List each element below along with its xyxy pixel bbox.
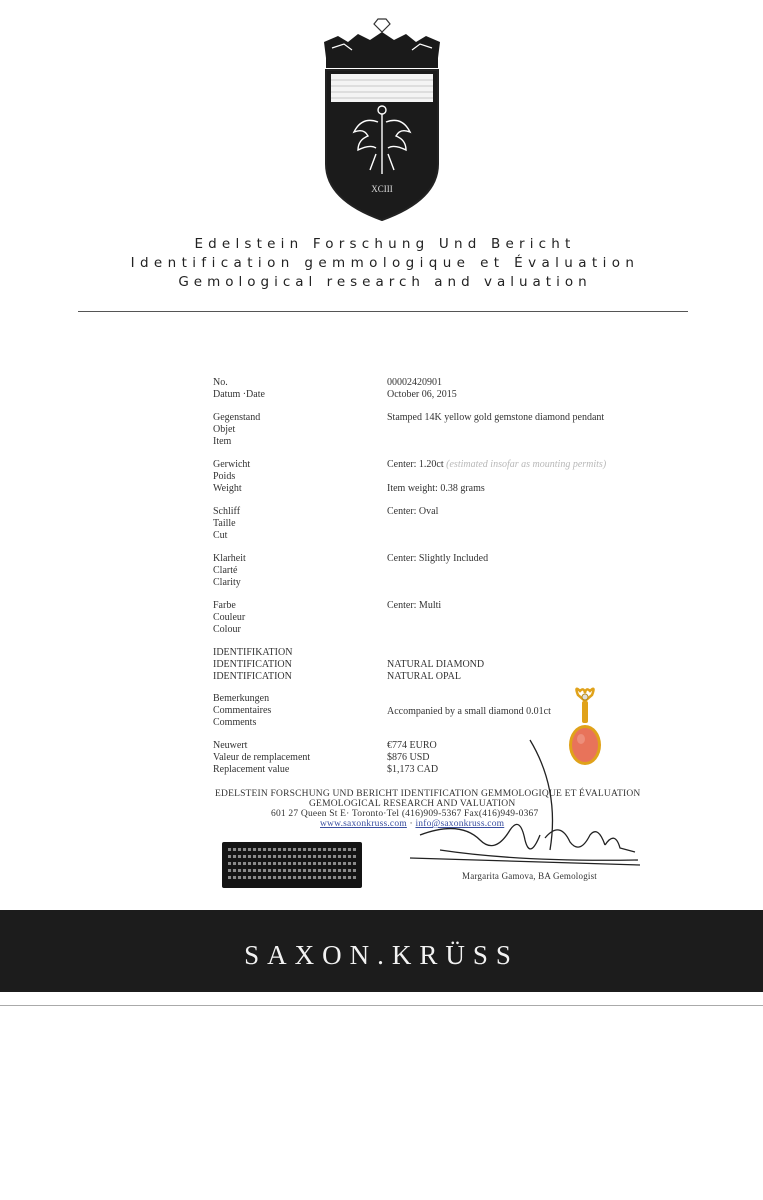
footer-line-2: GEMOLOGICAL RESEARCH AND VALUATION xyxy=(309,799,516,809)
replacement-label-fr: Valeur de remplacement xyxy=(213,752,311,763)
item-value: Stamped 14K yellow gold gemstone diamond pendant xyxy=(387,412,605,423)
page-bottom-divider xyxy=(0,1005,763,1006)
clarity-label-fr: Clarté xyxy=(213,565,238,576)
colour-value: Center: Multi xyxy=(387,600,442,611)
ident-value-opal: NATURAL OPAL xyxy=(387,671,461,682)
date-value: October 06, 2015 xyxy=(387,389,457,400)
date-label: Datum ·Date xyxy=(213,389,265,400)
weight-label-en: Weight xyxy=(213,483,242,494)
weight-value-center xyxy=(387,459,687,471)
clarity-label-de: Klarheit xyxy=(213,553,246,564)
colour-label-de: Farbe xyxy=(213,600,236,611)
report-number-label: No. xyxy=(213,377,228,388)
clarity-label-en: Clarity xyxy=(213,577,241,588)
weight-center-text: Center: 1.20ct xyxy=(387,459,444,470)
ident-label-de: IDENTIFIKATION xyxy=(213,647,293,658)
replacement-label-de: Neuwert xyxy=(213,740,248,751)
cut-label-en: Cut xyxy=(213,530,228,541)
replacement-label-en: Replacement value xyxy=(213,764,290,775)
comments-label-fr: Commentaires xyxy=(213,705,272,716)
ident-label-en: IDENTIFICATION xyxy=(213,671,292,682)
website-link[interactable]: www.saxonkruss.com xyxy=(320,819,407,829)
clarity-value: Center: Slightly Included xyxy=(387,553,489,564)
footer-address: 601 27 Queen St E· Toronto·Tel (416)909-5367 Fax(416)949-0367 xyxy=(271,809,539,819)
signature-icon xyxy=(400,730,650,870)
replacement-value-eur: €774 EURO xyxy=(387,740,437,751)
cut-label-de: Schliff xyxy=(213,506,241,517)
email-link[interactable]: info@saxonkruss.com xyxy=(415,819,505,829)
item-label-fr: Objet xyxy=(213,424,236,435)
weight-value-item: Item weight: 0.38 grams xyxy=(387,483,485,494)
header-german: Edelstein Forschung Und Bericht xyxy=(194,236,576,252)
ident-value-diamond: NATURAL DIAMOND xyxy=(387,659,485,670)
comments-label-de: Bemerkungen xyxy=(213,693,270,704)
replacement-value-usd: $876 USD xyxy=(387,752,430,763)
footer-line-1: EDELSTEIN FORSCHUNG UND BERICHT IDENTIFICATION GEMMOLOGIQUE ET ÉVALUATION xyxy=(215,789,641,799)
header-english: Gemological research and valuation xyxy=(178,274,592,290)
comments-label-en: Comments xyxy=(213,717,257,728)
colour-label-en: Colour xyxy=(213,624,241,635)
brand-logo-text: SAXON.KRÜSS xyxy=(244,940,519,970)
item-label-en: Item xyxy=(213,436,232,447)
footer-links: www.saxonkruss.com · info@saxonkruss.com xyxy=(320,819,505,829)
hologram-seal xyxy=(222,842,362,888)
colour-label-fr: Couleur xyxy=(213,612,246,623)
header-divider xyxy=(78,311,688,312)
cut-value: Center: Oval xyxy=(387,506,439,517)
weight-center-note: (estimated insofar as mounting permits) xyxy=(446,459,607,470)
crest-numeral: XCIII xyxy=(371,184,393,194)
cut-label-fr: Taille xyxy=(213,518,236,529)
signatory-name: Margarita Gamova, BA Gemologist xyxy=(462,871,598,881)
crest-emblem-icon xyxy=(318,14,446,224)
weight-label-fr: Poids xyxy=(213,471,236,482)
header-french: Identification gemmologique et Évaluation xyxy=(130,255,640,271)
weight-label-de: Gerwicht xyxy=(213,459,251,470)
comments-value: Accompanied by a small diamond 0.01ct xyxy=(387,706,551,717)
replacement-value-cad: $1,173 CAD xyxy=(387,764,439,775)
item-label-de: Gegenstand xyxy=(213,412,261,423)
ident-label-fr: IDENTIFICATION xyxy=(213,659,292,670)
report-number-value: 00002420901 xyxy=(387,377,442,388)
